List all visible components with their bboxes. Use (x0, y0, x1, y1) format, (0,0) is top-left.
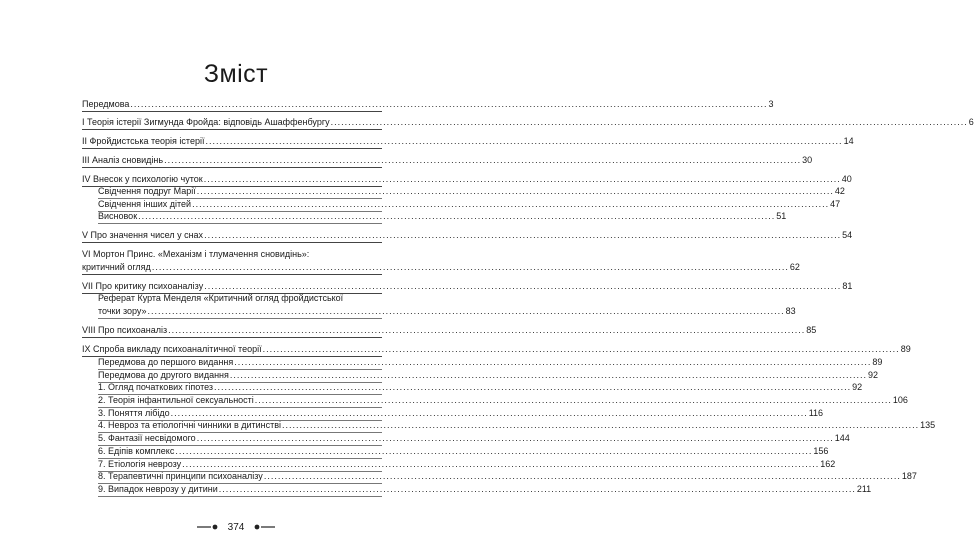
toc-page-number: 30 (802, 155, 813, 165)
toc-entry (98, 419, 936, 433)
toc-page-number: 81 (842, 281, 853, 291)
toc-entry-title: III Аналіз сновидінь (82, 155, 164, 165)
toc-page-number: 156 (813, 446, 829, 456)
toc-entry-title: 5. Фантазії несвідомого (98, 433, 196, 443)
toc-dot-leader (204, 229, 841, 242)
toc-page-number: 51 (776, 211, 787, 221)
toc-page-number: 92 (868, 370, 879, 380)
left-ornament-icon (197, 522, 219, 533)
toc-dot-leader (234, 356, 871, 369)
toc-page-number: 83 (785, 306, 796, 316)
right-ornament-icon (253, 522, 275, 533)
toc-entry-title: 7. Етіологія неврозу (98, 459, 182, 469)
toc-dot-leader (331, 116, 968, 129)
toc-entry (98, 210, 787, 224)
toc-page-number: 187 (901, 471, 917, 481)
page-footer (0, 522, 472, 533)
toc-entry-title: 8. Терапевтичні принципи психоаналізу (98, 471, 263, 481)
toc-dot-leader (282, 419, 919, 432)
toc-page-number: 6 (968, 117, 974, 127)
toc-entry (98, 432, 850, 446)
toc-page-number: 144 (834, 433, 850, 443)
toc-entry-title: Свідчення подруг Марії (98, 186, 196, 196)
toc-dot-leader (152, 261, 789, 274)
toc-page-number: 47 (830, 199, 841, 209)
toc-entry-title: 9. Випадок неврозу у дитини (98, 484, 218, 494)
toc-entry (82, 135, 854, 149)
toc-page-number: 14 (843, 136, 854, 146)
toc-dot-leader (263, 343, 900, 356)
toc-entry (98, 292, 796, 319)
toc-page-number: 162 (820, 459, 836, 469)
toc-dot-leader (168, 324, 805, 337)
toc-entry-title: Передмова до другого видання (98, 370, 229, 380)
toc-entry (98, 381, 863, 395)
toc-entry-line: Реферат Курта Менделя «Критичний огляд фройдистської (98, 293, 344, 303)
toc-entry-title: Передмова до першого видання (98, 357, 234, 367)
toc-page-number: 85 (806, 325, 817, 335)
toc-entry-title: II Фройдистська теорія істерії (82, 136, 205, 146)
toc-entry-title: V Про значення чисел у снах (82, 230, 204, 240)
toc-entry-title: I Теорія істерії Зигмунда Фройда: відповідь Ашаффенбургу (82, 117, 330, 127)
toc-entry-title: IX Спроба викладу психоаналітичної теорії (82, 344, 262, 354)
page-title: Зміст (203, 60, 269, 88)
toc-entry (98, 445, 829, 459)
toc-page-number: 116 (808, 408, 824, 418)
toc-page-number: 135 (920, 420, 936, 430)
toc-page-number: 3 (768, 99, 774, 109)
toc-entry (82, 324, 817, 338)
toc-entry-title: Свідчення інших дітей (98, 199, 192, 209)
toc-entry-title: IV Внесок у психологію чуток (82, 174, 203, 184)
toc-page-number: 106 (892, 395, 908, 405)
toc-page-number: 92 (852, 382, 863, 392)
toc-entry (98, 185, 845, 199)
page-number: 374 (227, 522, 245, 534)
toc-page-number: 62 (789, 262, 800, 272)
toc-entry-title: 4. Невроз та етіологічні чинники в дитинстві (98, 420, 282, 430)
toc-entry-title: 3. Поняття лібідо (98, 408, 170, 418)
toc-page-number: 89 (872, 357, 883, 367)
toc-dot-leader (205, 135, 842, 148)
toc-dot-leader (264, 470, 901, 483)
toc-dot-leader (148, 305, 785, 318)
toc-dot-leader (219, 483, 856, 496)
toc-entry (82, 229, 853, 243)
toc-page-number: 40 (841, 174, 852, 184)
toc-entry-title: критичний огляд (82, 262, 151, 272)
toc-entry-title: VII Про критику психоаналізу (82, 281, 204, 291)
toc-dot-leader (164, 154, 801, 167)
toc-entry-title: Передмова (82, 99, 130, 109)
toc-entry-title: 6. Едіпів комплекс (98, 446, 175, 456)
toc-dot-leader (214, 381, 851, 394)
toc-entry (82, 154, 813, 168)
toc-entry-title: VIII Про психоаналіз (82, 325, 168, 335)
toc-page-number: 211 (856, 484, 872, 494)
toc-entry (98, 483, 872, 497)
toc-dot-leader (255, 394, 892, 407)
toc-dot-leader (197, 185, 834, 198)
toc-dot-leader (197, 432, 834, 445)
toc-entry (82, 343, 911, 357)
toc-entry (82, 248, 800, 275)
toc-page-number: 42 (834, 186, 845, 196)
toc-entry-title: 1. Огляд початкових гіпотез (98, 382, 214, 392)
toc-entry (98, 394, 908, 408)
toc-entry-title: Висновок (98, 211, 138, 221)
toc-entry (82, 98, 774, 112)
toc-entry (82, 116, 974, 130)
toc-entry-title: 2. Теорія інфантильної сексуальності (98, 395, 254, 405)
toc-page-number: 54 (842, 230, 853, 240)
toc-dot-leader (130, 98, 767, 111)
toc-entry (98, 470, 917, 484)
toc-page-number: 89 (900, 344, 911, 354)
toc-entry-title: точки зору» (98, 306, 147, 316)
toc-dot-leader (175, 445, 812, 458)
toc-entry (98, 356, 883, 370)
toc-dot-leader (138, 210, 775, 223)
toc-entry-line: VI Мортон Принс. «Механізм і тлумачення сновидінь»: (82, 249, 310, 259)
